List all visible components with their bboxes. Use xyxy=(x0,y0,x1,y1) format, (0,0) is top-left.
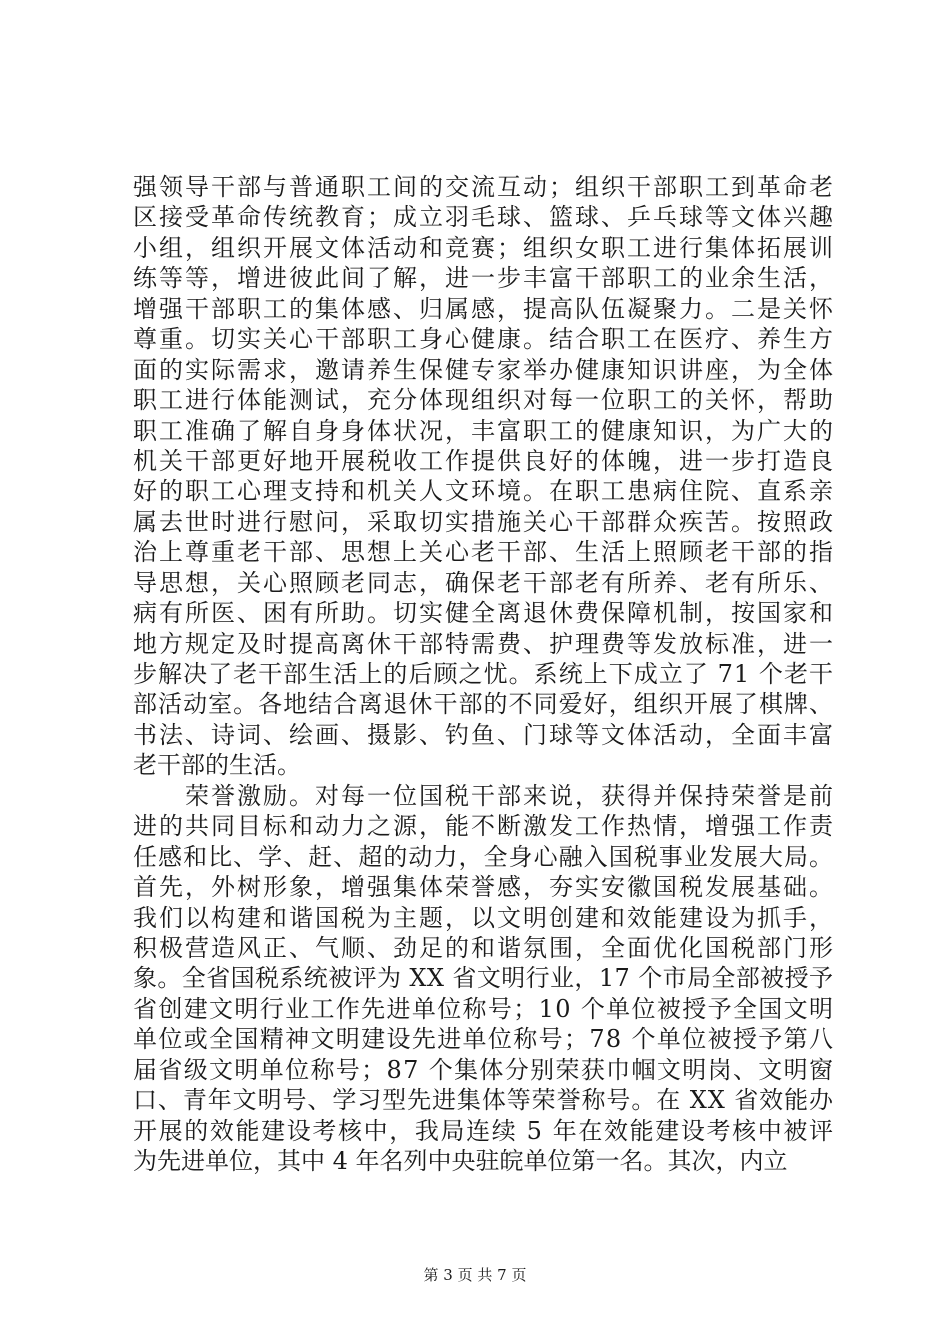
text-line: 首先，外树形象，增强集体荣誉感，夯实安徽国税发展基础。 xyxy=(133,873,835,902)
text-line: 职工进行体能测试，充分体现组织对每一位职工的关怀，帮助 xyxy=(133,386,835,415)
text-line: 单位或全国精神文明建设先进单位称号；78 个单位被授予第八 xyxy=(133,1025,835,1054)
text-line: 进的共同目标和动力之源，能不断激发工作热情，增强工作责 xyxy=(133,812,835,841)
text-line: 小组，组织开展文体活动和竞赛；组织女职工进行集体拓展训 xyxy=(133,233,835,262)
text-line: 我们以构建和谐国税为主题，以文明创建和效能建设为抓手， xyxy=(133,903,835,932)
text-line: 省创建文明行业工作先进单位称号；10 个单位被授予全国文明 xyxy=(133,994,835,1023)
text-line: 导思想，关心照顾老同志，确保老干部老有所养、老有所乐、 xyxy=(133,568,835,597)
text-line: 积极营造风正、气顺、劲足的和谐氛围，全面优化国税部门形 xyxy=(133,933,835,962)
text-line: 区接受革命传统教育；成立羽毛球、篮球、乒乓球等文体兴趣 xyxy=(133,203,835,232)
text-line: 属去世时进行慰问，采取切实措施关心干部群众疾苦。按照政 xyxy=(133,507,835,536)
text-line: 治上尊重老干部、思想上关心老干部、生活上照顾老干部的指 xyxy=(133,538,835,567)
text-line: 尊重。切实关心干部职工身心健康。结合职工在医疗、养生方 xyxy=(133,325,835,354)
text-line: 届省级文明单位称号；87 个集体分别荣获巾帼文明岗、文明窗 xyxy=(133,1055,835,1084)
text-line: 书法、诗词、绘画、摄影、钓鱼、门球等文体活动，全面丰富 xyxy=(133,720,835,749)
text-line: 开展的效能建设考核中，我局连续 5 年在效能建设考核中被评 xyxy=(133,1116,835,1145)
text-line: 好的职工心理支持和机关人文环境。在职工患病住院、直系亲 xyxy=(133,477,835,506)
text-line: 强领导干部与普通职工间的交流互动；组织干部职工到革命老 xyxy=(133,173,835,201)
text-line: 荣誉激励。对每一位国税干部来说，获得并保持荣誉是前 xyxy=(133,781,835,810)
text-line: 部活动室。各地结合离退休干部的不同爱好，组织开展了棋牌、 xyxy=(133,690,835,719)
text-line: 面的实际需求，邀请养生保健专家举办健康知识讲座，为全体 xyxy=(133,355,835,384)
text-line: 机关干部更好地开展税收工作提供良好的体魄，进一步打造良 xyxy=(133,446,835,475)
text-line: 病有所医、困有所助。切实健全离退休费保障机制，按国家和 xyxy=(133,599,835,628)
text-line: 任感和比、学、赶、超的动力，全身心融入国税事业发展大局。 xyxy=(133,842,835,871)
text-line: 步解决了老干部生活上的后顾之忧。系统上下成立了 71 个老干 xyxy=(133,660,835,688)
page-footer: 第 3 页 共 7 页 xyxy=(423,1266,527,1284)
text-line: 口、青年文明号、学习型先进集体等荣誉称号。在 XX 省效能办 xyxy=(133,1086,834,1115)
text-line: 职工准确了解自身身体状况，丰富职工的健康知识，为广大的 xyxy=(133,416,835,445)
body-text xyxy=(133,172,833,1176)
text-line: 为先进单位，其中 4 年名列中央驻皖单位第一名。其次，内立 xyxy=(133,1147,788,1175)
text-line: 练等等，增进彼此间了解，进一步丰富干部职工的业余生活， xyxy=(133,264,835,293)
text-line: 增强干部职工的集体感、归属感，提高队伍凝聚力。二是关怀 xyxy=(133,294,835,323)
text-line: 地方规定及时提高离休干部特需费、护理费等发放标准，进一 xyxy=(133,629,835,658)
text-line: 象。全省国税系统被评为 XX 省文明行业，17 个市局全部被授予 xyxy=(133,964,834,993)
text-line: 老干部的生活。 xyxy=(133,751,301,780)
